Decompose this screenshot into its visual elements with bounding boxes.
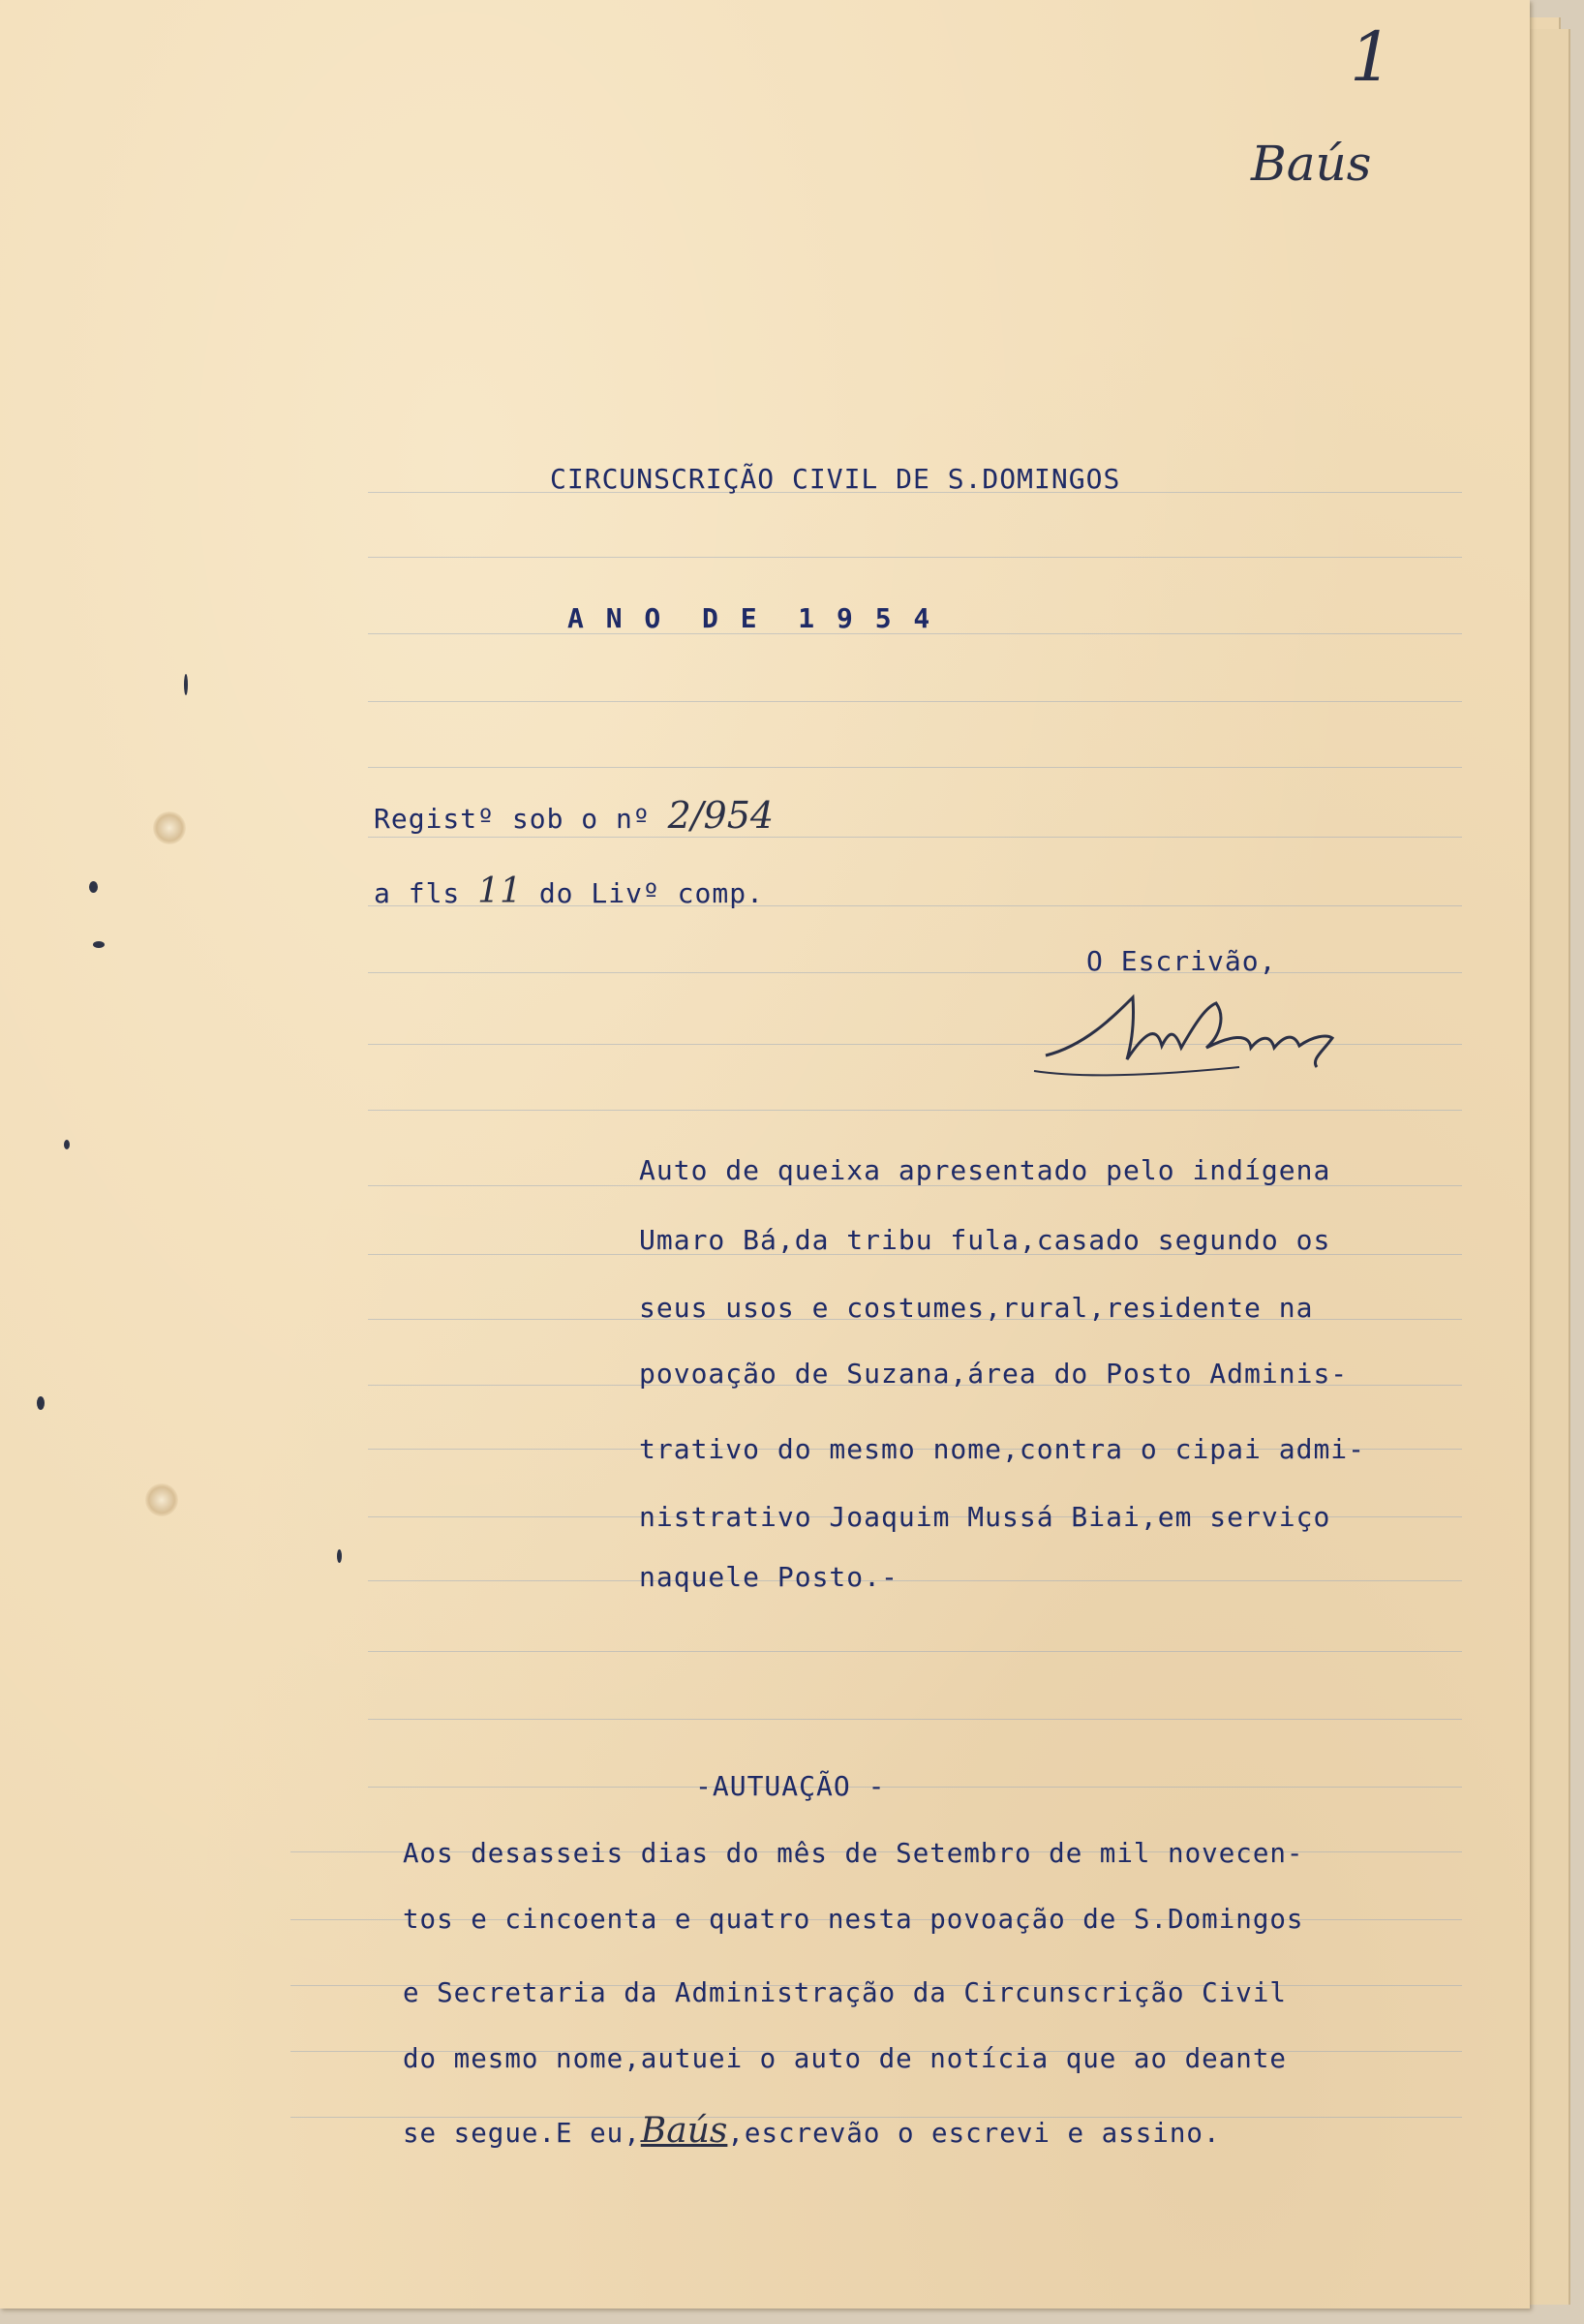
autuacao-last-line <box>403 2111 1221 2151</box>
autuacao-text: se segue.E eu, <box>403 2118 641 2149</box>
registry-text: a fls <box>374 877 478 909</box>
page-title: CIRCUNSCRIÇÃO CIVIL DE S.DOMINGOS <box>550 463 1121 495</box>
folio-handwritten: 11 <box>477 872 522 911</box>
registry-line-1 <box>374 794 774 837</box>
registry-text: do Livº comp. <box>521 877 764 909</box>
year-line: A N O D E 1 9 5 4 <box>567 602 933 634</box>
complaint-line: naquele Posto.- <box>639 1561 899 1593</box>
folio-number: 1 <box>1350 17 1393 97</box>
punch-hole <box>145 1483 178 1516</box>
autuacao-line: tos e cincoenta e quatro nesta povoação de S.Domingos <box>403 1904 1304 1935</box>
corner-initials: Baús <box>1251 136 1372 192</box>
complaint-line: Umaro Bá,da tribu fula,casado segundo os <box>639 1224 1331 1256</box>
registry-number: 2/954 <box>667 794 775 837</box>
clerk-signature-inline: Baús <box>640 2111 728 2151</box>
ink-speck <box>93 941 105 948</box>
autuacao-text: ,escrevão o escrevi e assino. <box>727 2118 1221 2149</box>
ink-speck <box>37 1396 45 1410</box>
autuacao-line: e Secretaria da Administração da Circunscrição Civil <box>403 1977 1287 2008</box>
autuacao-line: Aos desasseis dias do mês de Setembro de mil novecen- <box>403 1838 1304 1869</box>
complaint-line: nistrativo Joaquim Mussá Biai,em serviço <box>639 1501 1331 1533</box>
complaint-line: trativo do mesmo nome,contra o cipai admi- <box>639 1433 1366 1465</box>
registry-text: Registº sob o nº <box>374 803 668 835</box>
autuacao-line: do mesmo nome,autuei o auto de notícia que ao deante <box>403 2043 1287 2074</box>
complaint-line: povoação de Suzana,área do Posto Adminis- <box>639 1358 1349 1390</box>
section-heading: -AUTUAÇÃO - <box>695 1770 886 1802</box>
complaint-line: seus usos e costumes,rural,residente na <box>639 1292 1314 1324</box>
ink-speck <box>184 674 188 695</box>
ink-speck <box>64 1140 70 1149</box>
punch-hole <box>153 811 186 844</box>
registry-line-2 <box>374 872 764 911</box>
complaint-line: Auto de queixa apresentado pelo indígena <box>639 1154 1331 1186</box>
ink-speck <box>89 881 98 893</box>
ink-speck <box>337 1549 342 1563</box>
clerk-signature <box>1026 978 1375 1085</box>
clerk-label: O Escrivão, <box>1086 945 1277 977</box>
